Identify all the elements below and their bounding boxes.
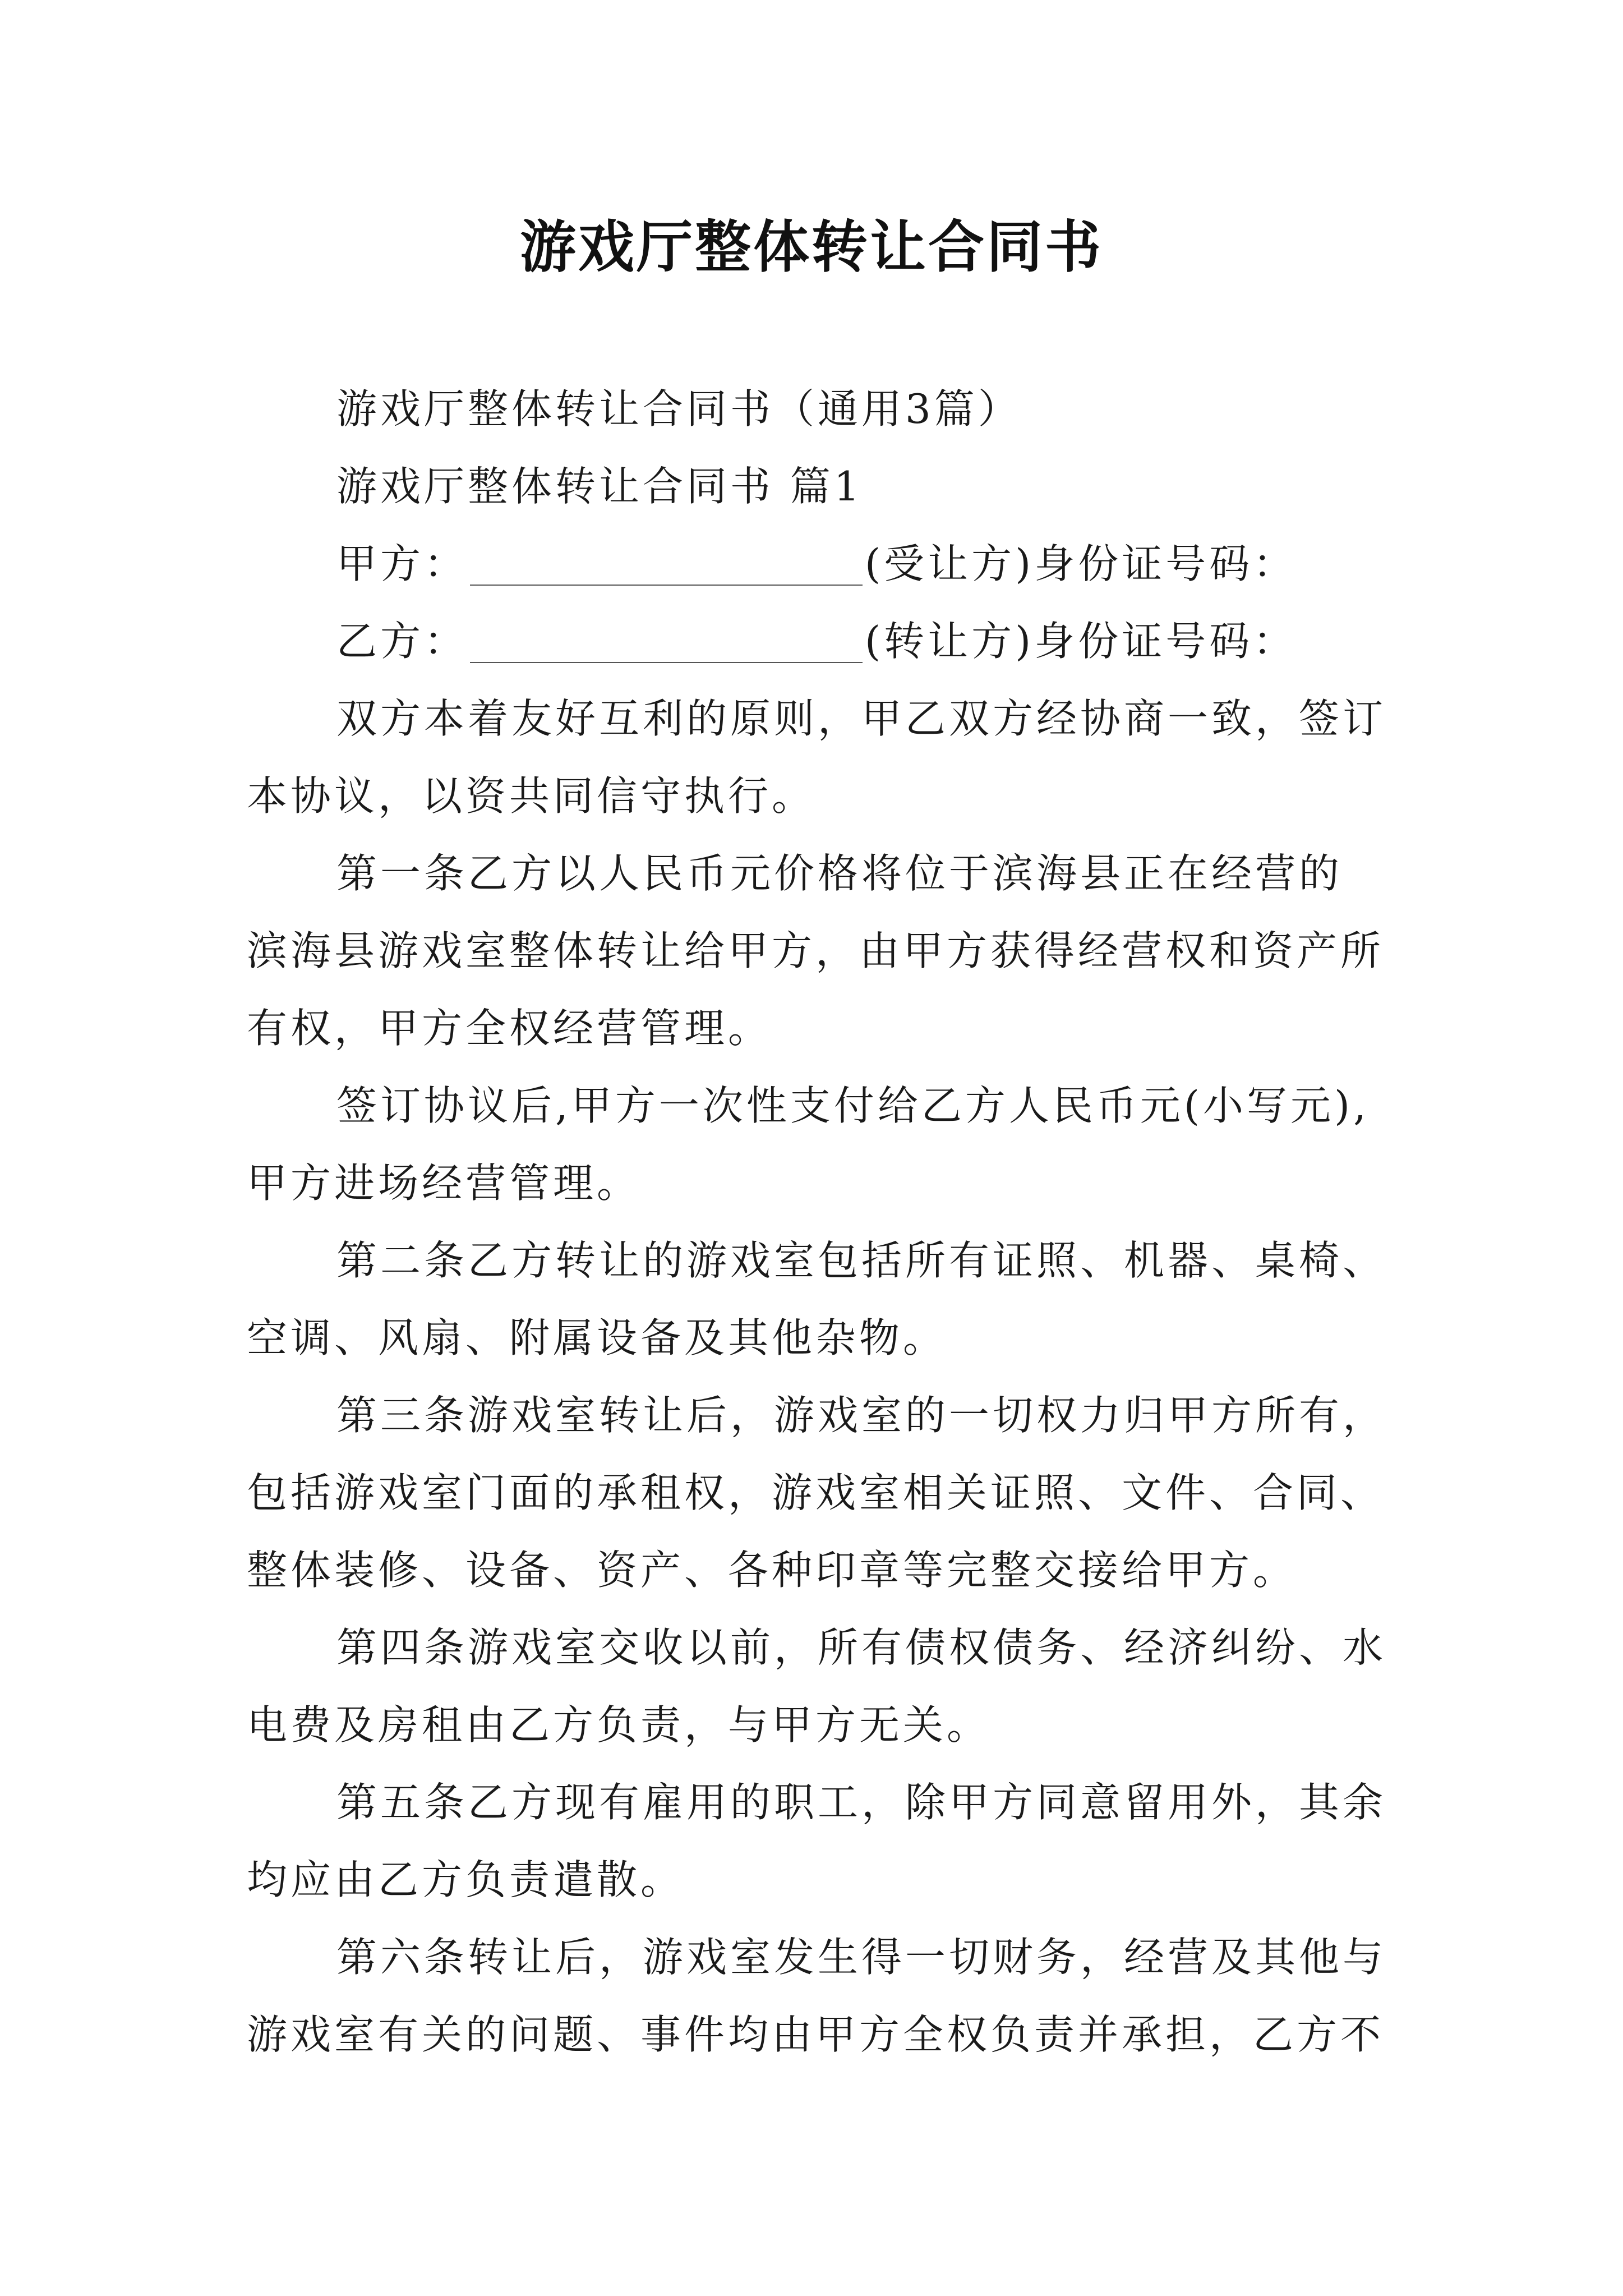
paragraph-line: 电费及房租由乙方负责，与甲方无关。 bbox=[247, 1701, 991, 1749]
paragraph-line: 第三条游戏室转让后，游戏室的一切权力归甲方所有， bbox=[336, 1392, 1387, 1439]
party-a-blank bbox=[470, 540, 863, 586]
section-heading: 游戏厅整体转让合同书 篇1 bbox=[336, 463, 863, 510]
party-b-suffix: (转让方)身份证号码： bbox=[865, 618, 1297, 665]
paragraph-line: 空调、风扇、附属设备及其他杂物。 bbox=[247, 1314, 947, 1361]
paragraph-line: 双方本着友好互利的原则，甲乙双方经协商一致，签订 bbox=[336, 695, 1387, 742]
paragraph bbox=[247, 1609, 1402, 1764]
paragraph-line: 第五条乙方现有雇用的职工，除甲方同意留用外，其余 bbox=[336, 1779, 1387, 1826]
paragraph-line: 签订协议后,甲方一次性支付给乙方人民币元(小写元), bbox=[336, 1082, 1370, 1129]
paragraph bbox=[247, 1222, 1402, 1377]
party-a-suffix: (受让方)身份证号码： bbox=[865, 540, 1297, 587]
paragraph-line: 均应由乙方负责遣散。 bbox=[247, 1856, 685, 1903]
paragraph-line: 有权，甲方全权经营管理。 bbox=[247, 1005, 772, 1052]
paragraph-line: 甲方进场经营管理。 bbox=[247, 1159, 641, 1207]
party-b-line bbox=[247, 602, 1402, 680]
paragraph-line: 第六条转让后，游戏室发生得一切财务，经营及其他与 bbox=[336, 1934, 1387, 1981]
party-b-label: 乙方： bbox=[336, 618, 468, 665]
paragraph bbox=[247, 835, 1402, 1067]
document-title: 游戏厅整体转让合同书 bbox=[520, 214, 1103, 280]
paragraph bbox=[247, 1918, 1402, 2073]
document-subtitle: 游戏厅整体转让合同书（通用3篇） bbox=[336, 385, 1022, 432]
paragraph-line: 第一条乙方以人民币元价格将位于滨海县正在经营的 bbox=[336, 850, 1343, 897]
party-a-line bbox=[247, 525, 1402, 602]
paragraph-line: 整体装修、设备、资产、各种印章等完整交接给甲方。 bbox=[247, 1547, 1297, 1594]
document-body bbox=[247, 370, 1402, 2073]
paragraph bbox=[247, 680, 1402, 835]
paragraph-line: 滨海县游戏室整体转让给甲方，由甲方获得经营权和资产所 bbox=[247, 927, 1385, 974]
paragraph-line: 本协议，以资共同信守执行。 bbox=[247, 772, 816, 820]
paragraph bbox=[247, 1377, 1402, 1609]
party-a-label: 甲方： bbox=[336, 540, 468, 587]
paragraph-line: 第二条乙方转让的游戏室包括所有证照、机器、桌椅、 bbox=[336, 1237, 1387, 1284]
paragraph-line: 包括游戏室门面的承租权，游戏室相关证照、文件、合同、 bbox=[247, 1469, 1385, 1516]
paragraph-line: 第四条游戏室交收以前，所有债权债务、经济纠纷、水 bbox=[336, 1624, 1387, 1671]
paragraph bbox=[247, 1764, 1402, 1918]
party-b-blank bbox=[470, 617, 863, 663]
paragraph bbox=[247, 1067, 1402, 1222]
paragraph-line: 游戏室有关的问题、事件均由甲方全权负责并承担，乙方不 bbox=[247, 2011, 1385, 2058]
